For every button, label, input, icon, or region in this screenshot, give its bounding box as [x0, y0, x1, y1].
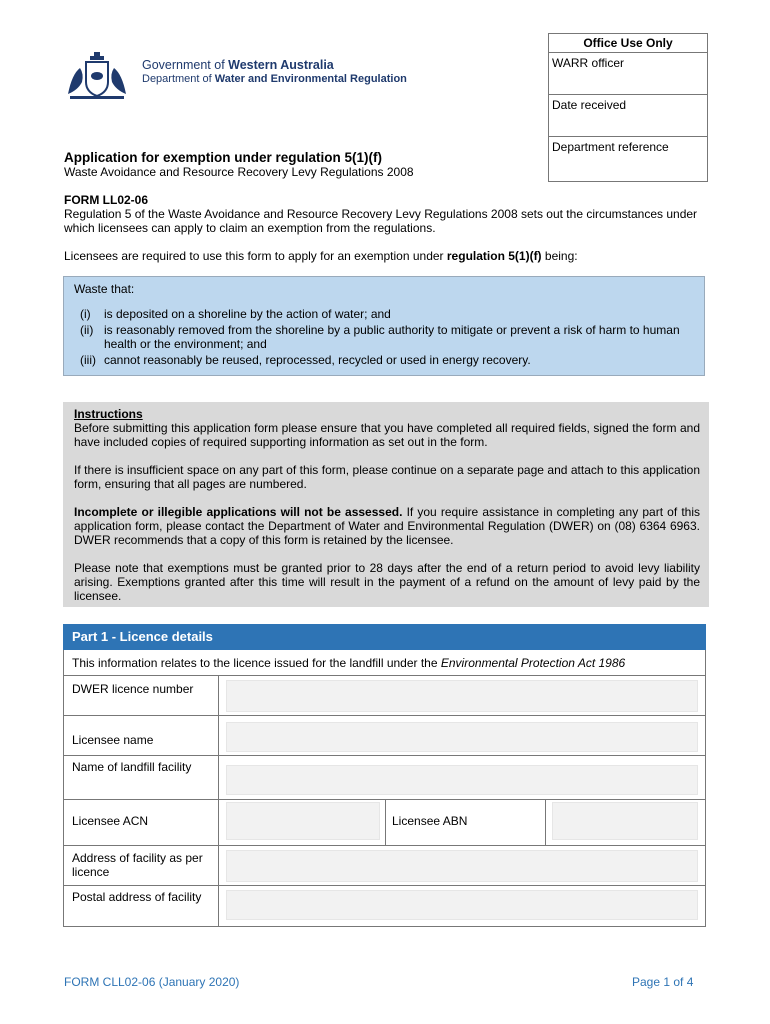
form-subtitle: Waste Avoidance and Resource Recovery Levy Regulations 2008 [64, 165, 414, 179]
licence-info-text: This information relates to the licence issued for the landfill under the Environmental Protection Act 1986 [72, 656, 626, 670]
licence-number-row [64, 676, 705, 716]
part1-heading: Part 1 - Licence details [63, 624, 706, 650]
instructions-paragraph-3: Incomplete or illegible applications will not be assessed. If you require assistance in completing any part of this application form, please contact the Department of Water and Environmental Regulation (DWER) on (08) 6364 6963. DWER recommends that a copy of this form is retained by the licensee. [74, 505, 700, 547]
facility-name-row [64, 756, 705, 800]
postal-address-input[interactable] [226, 890, 698, 920]
licensee-name-input[interactable] [226, 722, 698, 752]
address-label: Address of facility as per licence [72, 851, 203, 879]
page-number: Page 1 of 4 [632, 975, 694, 989]
footer-form-id: FORM CLL02-06 (January 2020) [64, 975, 240, 989]
acn-input[interactable] [226, 802, 380, 840]
postal-address-row [64, 886, 705, 926]
office-use-title: Office Use Only [549, 34, 707, 53]
usage-paragraph: Licensees are required to use this form to apply for an exemption under regulation 5(1)(f) being: [64, 249, 578, 263]
form-title: Application for exemption under regulation 5(1)(f) [64, 150, 383, 165]
licence-number-label: DWER licence number [72, 682, 194, 696]
waste-criteria-lead: Waste that: [74, 282, 135, 296]
government-name: Government of Western Australia [142, 58, 334, 72]
wa-crest-icon [64, 50, 130, 104]
facility-name-label: Name of landfill facility [72, 760, 192, 774]
licence-number-input[interactable] [226, 680, 698, 712]
form-number: FORM LL02-06 [64, 193, 149, 207]
postal-address-label: Postal address of facility [72, 890, 202, 904]
department-reference-field[interactable]: Department reference [552, 140, 669, 154]
waste-criteria-box [63, 276, 705, 376]
acn-abn-row [64, 800, 705, 846]
address-input[interactable] [226, 850, 698, 882]
abn-input[interactable] [552, 802, 698, 840]
instructions-paragraph-2: If there is insufficient space on any part of this form, please continue on a separate page and attach to this application form, ensuring that all pages are numbered. [74, 463, 700, 491]
instructions-paragraph-4: Please note that exemptions must be granted prior to 28 days after the end of a return period to avoid levy liability arising. Exemptions granted after this time will result in the payment of a refund on the amount of levy paid by the licensee. [74, 561, 700, 603]
licence-info-row [64, 650, 705, 676]
licence-details-table [63, 650, 706, 927]
licensee-name-label: Licensee name [72, 733, 154, 747]
list-item: (ii) is reasonably removed from the shoreline by a public authority to mitigate or prevent a risk of harm to human health or the environment; and [80, 323, 680, 351]
instructions-paragraph-1: Before submitting this application form please ensure that you have completed all required fields, signed the form and have included copies of required supporting information as set out in the form. [74, 421, 700, 449]
warr-officer-field[interactable]: WARR officer [549, 53, 707, 95]
address-row [64, 846, 705, 886]
office-use-table [548, 33, 708, 182]
facility-name-input[interactable] [226, 765, 698, 795]
instructions-heading: Instructions [74, 407, 143, 421]
intro-paragraph: Regulation 5 of the Waste Avoidance and Resource Recovery Levy Regulations 2008 sets out the circumstances under which licensees can apply to claim an exemption from the regulations. [64, 207, 698, 235]
list-item: (iii) cannot reasonably be reused, reprocessed, recycled or used in energy recovery. [80, 353, 531, 367]
date-received-field[interactable]: Date received [549, 95, 707, 137]
licensee-name-row [64, 716, 705, 756]
acn-label: Licensee ACN [72, 814, 149, 828]
department-name: Department of Water and Environmental Regulation [142, 73, 407, 85]
abn-label: Licensee ABN [392, 814, 468, 828]
list-item: (i) is deposited on a shoreline by the action of water; and [80, 307, 391, 321]
instructions-box [63, 402, 709, 607]
